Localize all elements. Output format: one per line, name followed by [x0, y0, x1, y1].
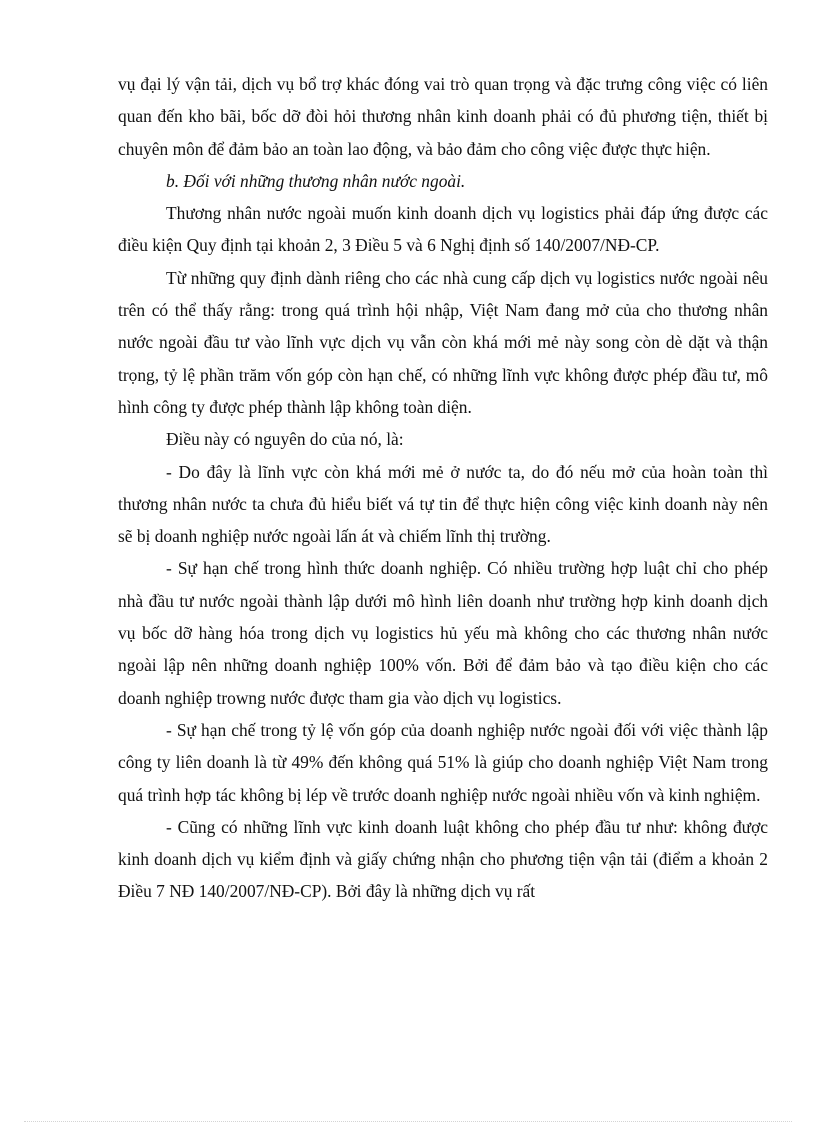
bullet-prohibited-fields: - Cũng có những lĩnh vực kinh doanh luật không cho phép đầu tư như: không được kinh doanh dịch vụ kiểm định và giấy chứng nhận cho phương tiện vận tải (điểm a khoản 2 Điều 7 NĐ 140/2007/NĐ-CP). Bởi đây là những dịch vụ rất — [118, 816, 768, 902]
page-bottom-divider — [24, 1121, 792, 1122]
section-heading-b: b. Đối với những thương nhân nước ngoài. — [166, 170, 466, 191]
bullet-new-field: - Do đây là lĩnh vực còn khá mới mẻ ở nước ta, do đó nếu mở của hoàn toàn thì thương nhân nước ta chưa đủ hiểu biết vá tự tin để thực hiện công việc kinh doanh này nên sẽ bị doanh nghiệp nước ngoài lấn át và chiếm lĩnh thị trường. — [118, 461, 768, 547]
paragraph-continuation: vụ đại lý vận tải, dịch vụ bổ trợ khác đóng vai trò quan trọng và đặc trưng công việc có liên quan đến kho bãi, bốc dỡ đòi hỏi thương nhân kinh doanh phải có đủ phương tiện, thiết bị chuyên môn để đảm bảo an toàn lao động, và bảo đảm cho công việc được thực hiện. — [118, 74, 768, 159]
paragraph-regulations-summary: Từ những quy định dành riêng cho các nhà cung cấp dịch vụ logistics nước ngoài nêu trên có thể thấy rằng: trong quá trình hội nhập, Việt Nam đang mở của cho thương nhân nước ngoài đầu tư vào lĩnh vực dịch vụ vẫn còn khá mới mẻ này song còn dè dặt và thận trọng, tỷ lệ phần trăm vốn góp còn hạn chế, có những lĩnh vực không được phép đầu tư, mô hình công ty được phép thành lập không toàn diện. — [118, 267, 768, 417]
bullet-business-form: - Sự hạn chế trong hình thức doanh nghiệp. Có nhiều trường hợp luật chỉ cho phép nhà đầu tư nước ngoài thành lập dưới mô hình liên doanh như trường hợp kinh doanh dịch vụ bốc dỡ hàng hóa trong dịch vụ logistics hủ yếu mà không cho các thương nhân nước ngoài lập nên những doanh nghiệp 100% vốn. Bởi để đảm bảo và tạo điều kiện cho các doanh nghiệp trowng nước được tham gia vào dịch vụ logistics. — [118, 558, 768, 708]
paragraph-reasons-intro: Điều này có nguyên do của nó, là: — [166, 429, 404, 450]
paragraph-foreign-traders-conditions: Thương nhân nước ngoài muốn kinh doanh dịch vụ logistics phải đáp ứng được các điều kiện Quy định tại khoản 2, 3 Điều 5 và 6 Nghị định số 140/2007/NĐ-CP. — [118, 203, 768, 256]
bullet-capital-ratio: - Sự hạn chế trong tỷ lệ vốn góp của doanh nghiệp nước ngoài đối với việc thành lập công ty liên doanh là từ 49% đến không quá 51% là giúp cho doanh nghiệp Việt Nam trong quá trình hợp tác không bị lép về trước doanh nghiệp nước ngoài nhiều vốn và kinh nghiệm. — [118, 719, 768, 805]
document-page — [118, 68, 768, 908]
